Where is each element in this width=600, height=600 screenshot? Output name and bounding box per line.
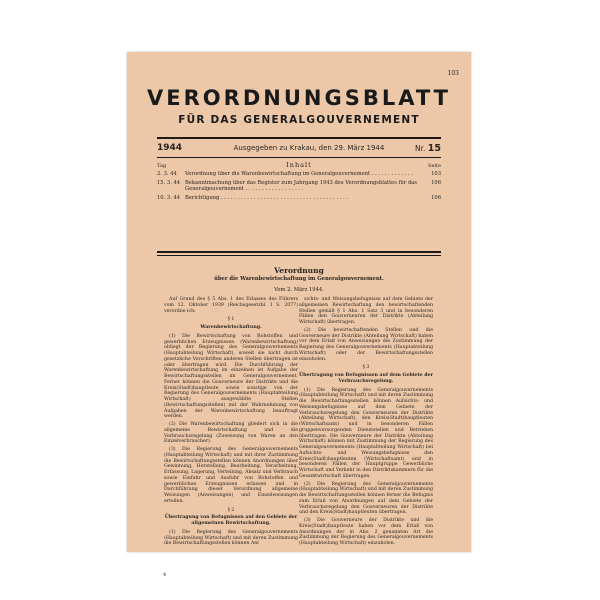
contents-col-tag: Tag xyxy=(157,163,167,169)
paragraph: (2) Die Warenbewirtschaftung gliedert sich in die allgemeine Bewirtschaftung und die Verbrauchsregelung (Zuweisung von Waren an den Einzelverbraucher). xyxy=(164,422,298,445)
contents-heading: Inhalt xyxy=(286,161,312,169)
masthead-subtitle: FÜR DAS GENERALGOUVERNEMENT xyxy=(178,114,420,126)
paragraph: (1) Die Regierung des Generalgouvernements (Hauptabteilung Wirtschaft) und mit deren Zustimmung die Bewirtschaftungsstellen können Aufsichts- und Weisungsbefugnisse auf dem Gebiete der Verbrauchsregelung den Gouverneuren der Distrikte (Abteilung Wirtschaft), den Kreis(Stadt)hauptleuten (Wirtschaftsamt) und in besonderen Fällen gruppenversorgenden Dienststellen und Betrieben übertragen. Die Gouverneure der Distrikte (Abteilung Wirtschaft) können mit Zustimmung der Regierung des Generalgouvernements (Hauptabteilung Wirtschaft) bei Aufsichts- und Weisungsbefugnisse den Kreis(Stadt)hauptleuten (Wirtschaftsamt) und in besonderen Fällen der Hauptgruppe Gewerbliche Wirtschaft und Verkehr in den Distriktskammern für die Gesamtwirtschaft übertragen. xyxy=(299,387,433,479)
paragraph: (1) Die Bewirtschaftung von Rohstoffen und gewerblichen Erzeugnissen (Warenbewirtschaftung) obliegt der Regierung des Generalgouvernements (Hauptabteilung Wirtschaft), soweit sie nicht durch gesetzliche Vorschriften anderen Stellen übertragen ist oder übertragen wird. Die Durchführung der Warenbewirtschaftung im einzelnen ist Aufgabe der Bewirtschaftungsstellen im Generalgouvernement. Ferner können die Gouverneure der Distrikte und die Kreis(Stadt)hauptleute sowie sonstige von der Regierung des Generalgouvernements (Hauptabteilung Wirtschaft) ausgewählte Stellen (Bewirtschaftungsstellen) mit der Wahrnehmung von Aufgaben der Warenbewirtschaftung beauftragt werden. xyxy=(164,333,298,420)
document-page xyxy=(127,52,471,578)
section-number: § 3 xyxy=(362,365,370,371)
contents-entry: 15. 3. 44 Bekanntmachung über das Register zum Jahrgang 1943 des Verordnungsblattes für das Generalgouvernement . . . . . . . . . . . . . . . . . . 106 xyxy=(157,179,441,193)
contents-entry: 10. 3. 44 Berichtigung . . . . . . . . . . . . . . . . . . . . . . . . . . . . . . . . . . . . . . . 106 xyxy=(157,194,441,201)
section-heading: Übertragung von Befugnissen auf dem Gebiete der Verbrauchsregelung. xyxy=(299,373,433,384)
ordinance-subtitle: über die Warenbewirtschaftung im Generalgouvernement. xyxy=(214,276,384,282)
right-text-column xyxy=(299,297,433,549)
footer-mark: 4 xyxy=(163,572,167,578)
paragraph: (2) Die Regierung des Generalgouvernements (Hauptabteilung Wirtschaft) und mit deren Zustimmung die Bewirtschaftungsstellen können ferner die Befugnis zum Erlaß von Anordnungen auf dem Gebiete der Verbrauchsregelung den Gouverneuren der Distrikte und den Kreis(Stadt)hauptleuten übertragen. xyxy=(299,481,433,516)
contents-entry: 2. 3. 44 Verordnung über die Warenbewirtschaftung im Generalgouvernement . . . . . . . . . . . . . 103 xyxy=(157,171,441,177)
section-heading: Warenbewirtschaftung. xyxy=(200,325,262,330)
ordinance-title: Verordnung xyxy=(274,266,324,275)
paragraph: sichts- und Weisungsbefugnisse auf dem Gebiete der allgemeinen Bewirtschaftung den bewirtschaftenden Stellen gemäß § 1 Abs. 1 Satz 3 und in besonderen Fällen den Gouverneuren der Distrikte (Abteilung Wirtschaft) übertragen. xyxy=(299,297,433,325)
section-heading: Übertragung von Befugnissen auf den Gebiete der allgemeinen Bewirtschaftung. xyxy=(164,515,298,526)
contents-rule xyxy=(157,251,441,253)
ordinance-date: Vom 2. März 1944. xyxy=(274,287,324,293)
section-number: § 1 xyxy=(227,317,235,323)
masthead-rule-top xyxy=(157,137,441,139)
paragraph: (2) Die bewirtschaftenden Stellen und die Gouverneure der Distrikte (Abteilung Wirtschaft) haben vor dem Erlaß von Anweisungen die Zustimmung der Regierung des Generalgouvernements (Hauptabteilung Wirtschaft) oder der Bewirtschaftungsstellen einzuholen. xyxy=(299,327,433,362)
paragraph: (3) Die Regierung des Generalgouvernements (Hauptabteilung Wirtschaft) und mit ihrer Zustimmung die Bewirtschaftungsstellen können Anordnungen über Gewinnung, Herstellung, Bearbeitung, Verarbeitung, Erfassung, Lagerung, Verteilung, Absatz und Verbrauch sowie Einfuhr und Ausfuhr von Rohstoffen und gewerblichen Erzeugnissen erlassen und in Durchführung dieser Verordnung allgemeine Weisungen (Anweisungen) und Einzelweisungen erteilen. xyxy=(164,447,298,504)
issue-line xyxy=(157,141,441,155)
masthead-title: VERORDNUNGSBLATT xyxy=(147,86,451,110)
contents-rule-thin xyxy=(157,255,441,256)
issue-date: Ausgegeben zu Krakau, den 29. März 1944 xyxy=(233,144,385,152)
paragraph: (3) Die Gouverneure der Distrikte und die Kreis(Stadt)hauptleute haben vor dem Erlaß von Anordnungen der in Abs. 2 genannten Art die Zustimmung der Regierung des Generalgouvernements (Hauptabteilung Wirtschaft) einzuholen. xyxy=(299,518,433,546)
contents-col-seite: Seite xyxy=(428,163,441,169)
page-number: 103 xyxy=(447,70,459,77)
left-text-column xyxy=(164,297,298,549)
masthead-rule-bottom xyxy=(157,157,441,158)
section-number: § 2 xyxy=(227,507,235,513)
issue-number: Nr. 15 xyxy=(414,142,441,154)
intro-paragraph: Auf Grund des § 5 Abs. 1 des Erlasses des Führers vom 12. Oktober 1939 (Reichsgesetzbl. I S. 2077) verordne ich: xyxy=(164,297,298,314)
issue-year: 1944 xyxy=(157,143,183,153)
paragraph: (1) Die Regierung des Generalgouvernements (Hauptabteilung Wirtschaft) und mit deren Zustimmung die Bewirtschaftungsstellen können Anl xyxy=(164,529,298,547)
contents-list xyxy=(157,171,441,203)
